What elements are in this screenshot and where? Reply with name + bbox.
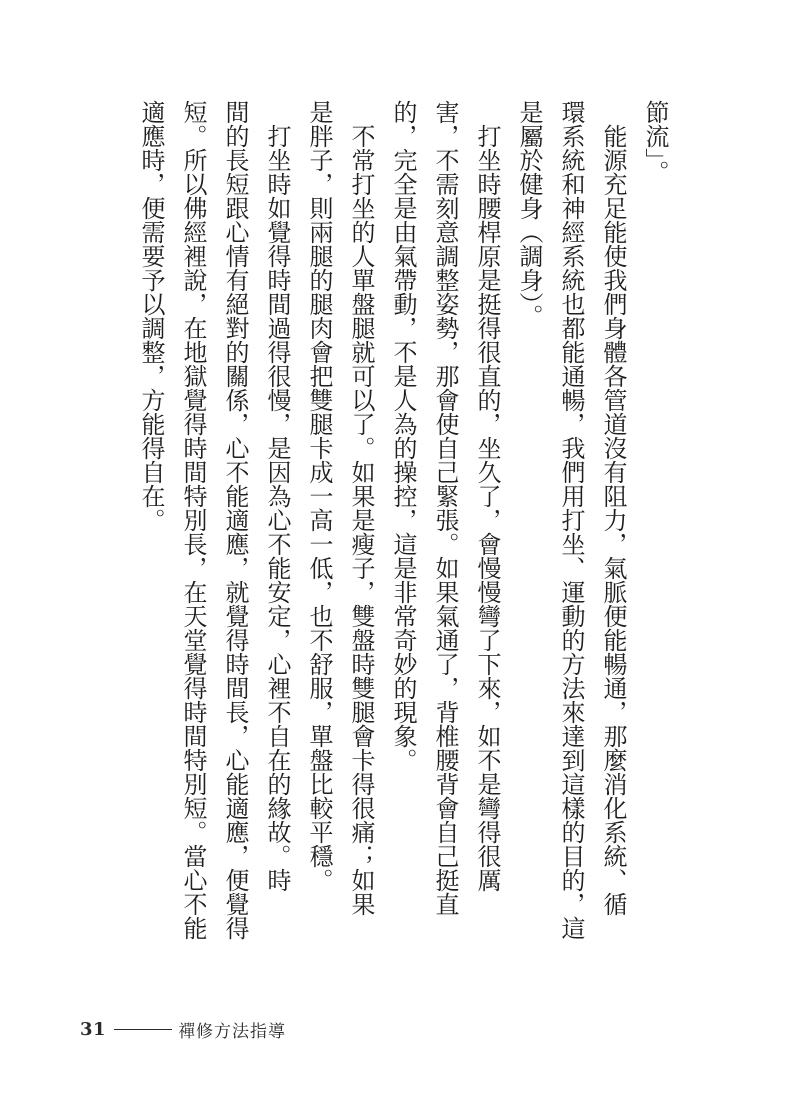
text-line: 適應時，便需要予以調整，方能得自在。: [137, 100, 165, 532]
paragraph-continuation: [634, 100, 676, 960]
paragraph: [298, 100, 382, 960]
text-line: 害，不需刻意調整姿勢，那會使自己緊張。如果氣通了，背椎腰背會自己挺直: [431, 100, 459, 916]
text-line: 環系統和神經系統也都能通暢，我們用打坐、運動的方法來達到這樣的目的，這: [557, 100, 585, 940]
page-footer: [80, 1016, 286, 1042]
page-number: 31: [80, 1018, 107, 1040]
footer-rule: [114, 1029, 172, 1030]
text-line: 能源充足能使我們身體各管道沒有阻力，氣脈便能暢通，那麼消化系統、循: [599, 124, 627, 916]
text-line: 節流」。: [641, 100, 669, 184]
text-line: 打坐時如覺得時間過得很慢，是因為心不能安定，心裡不自在的緣故。時: [263, 124, 291, 892]
paragraph: [382, 100, 508, 960]
text-line: 打坐時腰桿原是挺得很直的，坐久了，會慢慢彎了下來，如不是彎得很厲: [473, 124, 501, 892]
text-line: 是胖子，則兩腿的腿肉會把雙腿卡成一高一低，也不舒服，單盤比較平穩。: [305, 100, 333, 892]
text-line: 是屬於健身（調身）。: [515, 100, 543, 328]
text-line: 不常打坐的人單盤腿就可以了。如果是瘦子，雙盤時雙腿會卡得很痛；如果: [347, 124, 375, 916]
body-text: [130, 100, 676, 960]
text-line: 短。所以佛經裡說，在地獄覺得時間特別長，在天堂覺得時間特別短。當心不能: [179, 100, 207, 940]
book-title: 禪修方法指導: [178, 1021, 287, 1042]
paragraph: [508, 100, 634, 960]
paragraph: [130, 100, 298, 960]
text-line: 的，完全是由氣帶動，不是人為的操控，這是非常奇妙的現象。: [389, 100, 417, 772]
text-line: 間的長短跟心情有絕對的關係，心不能適應，就覺得時間長，心能適應，便覺得: [221, 100, 249, 940]
